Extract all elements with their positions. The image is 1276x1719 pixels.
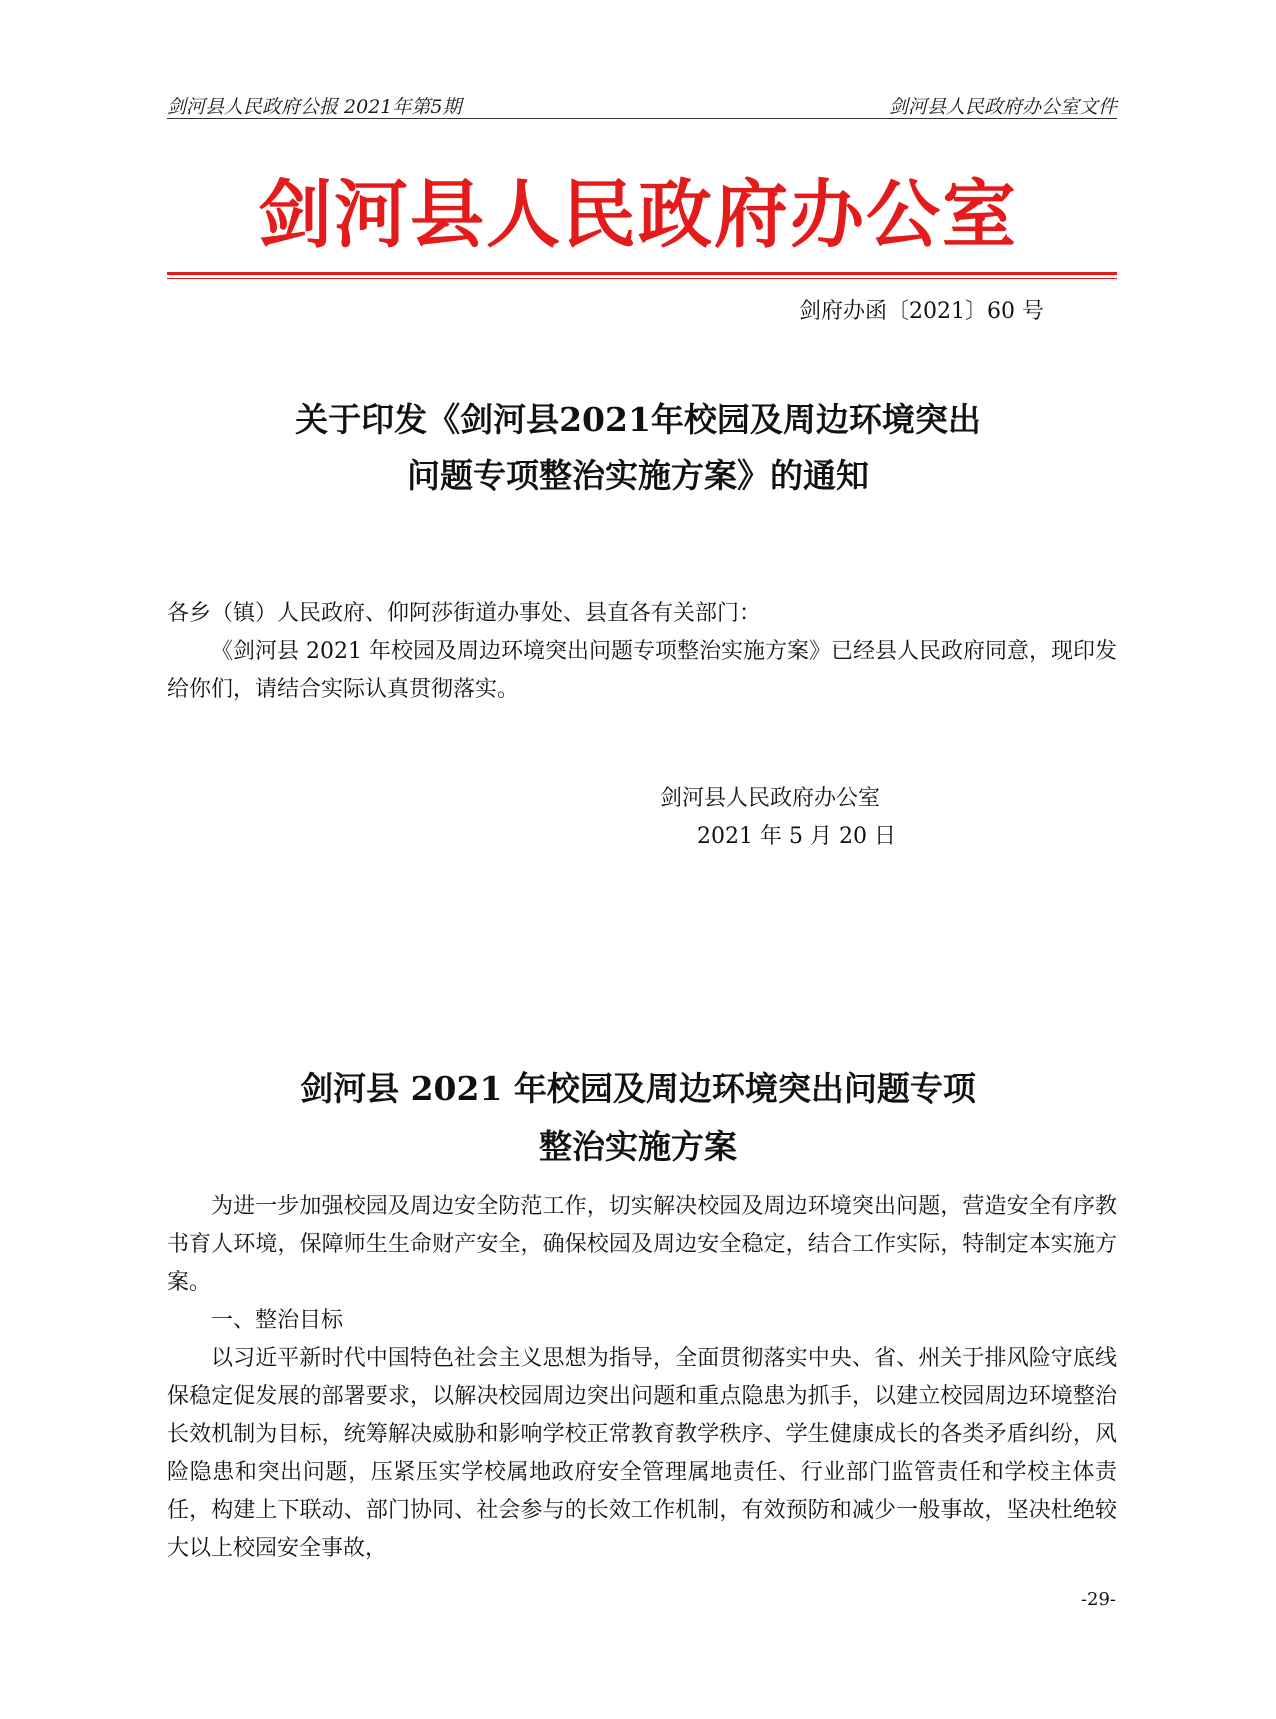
running-header-right: 剑河县人民政府办公室文件 [888, 96, 1117, 118]
signature-block [660, 780, 896, 856]
page-number: -29- [1080, 1589, 1116, 1610]
notice-paragraph: 《剑河县 2021 年校园及周边环境突出问题专项整治实施方案》已经县人民政府同意，现印发给你们，请结合实际认真贯彻落实。 [167, 639, 1117, 702]
section-heading: 一、整治目标 [211, 1308, 344, 1333]
addressee: 各乡（镇）人民政府、仰阿莎街道办事处、县直各有关部门： [167, 601, 762, 626]
plan-title [0, 1060, 1276, 1176]
masthead-red-rule-thin [167, 278, 1117, 279]
notice-title-line-2: 问题专项整治实施方案》的通知 [407, 456, 869, 495]
notice-title-line-1: 关于印发《剑河县2021年校园及周边环境突出 [295, 400, 981, 439]
running-header [167, 92, 1117, 118]
running-header-left: 剑河县人民政府公报 2021年第5期 [167, 96, 462, 118]
notice-title [0, 392, 1276, 504]
signature-date: 2021 年 5 月 20 日 [697, 824, 896, 849]
section-paragraph: 以习近平新时代中国特色社会主义思想为指导，全面贯彻落实中央、省、州关于排风险守底线保稳定促发展的部署要求，以解决校园周边突出问题和重点隐患为抓手，以建立校园周边环境整治长效机制为目标，统筹解决威胁和影响学校正常教育教学秩序、学生健康成长的各类矛盾纠纷，风险隐患和突出问题，压紧压实学校属地政府安全管理属地责任、行业部门监管责任和学校主体责任，构建上下联动、部门协同、社会参与的长效工作机制，有效预防和减少一般事故，坚决杜绝较大以上校园安全事故， [167, 1346, 1117, 1561]
signature-org: 剑河县人民政府办公室 [660, 786, 881, 811]
plan-title-line-2: 整治实施方案 [539, 1127, 737, 1166]
plan-body [167, 1188, 1117, 1568]
masthead-title: 剑河县人民政府办公室 [258, 172, 1018, 258]
plan-title-line-1: 剑河县 2021 年校园及周边环境突出问题专项 [300, 1069, 976, 1108]
plan-intro-paragraph: 为进一步加强校园及周边安全防范工作，切实解决校园及周边环境突出问题，营造安全有序教书育人环境，保障师生生命财产安全，确保校园及周边安全稳定，结合工作实际，特制定本实施方案。 [167, 1194, 1117, 1295]
document-number: 剑府办函〔2021〕60 号 [799, 299, 1044, 324]
header-divider [167, 118, 1117, 119]
masthead-red-rule [167, 272, 1117, 275]
